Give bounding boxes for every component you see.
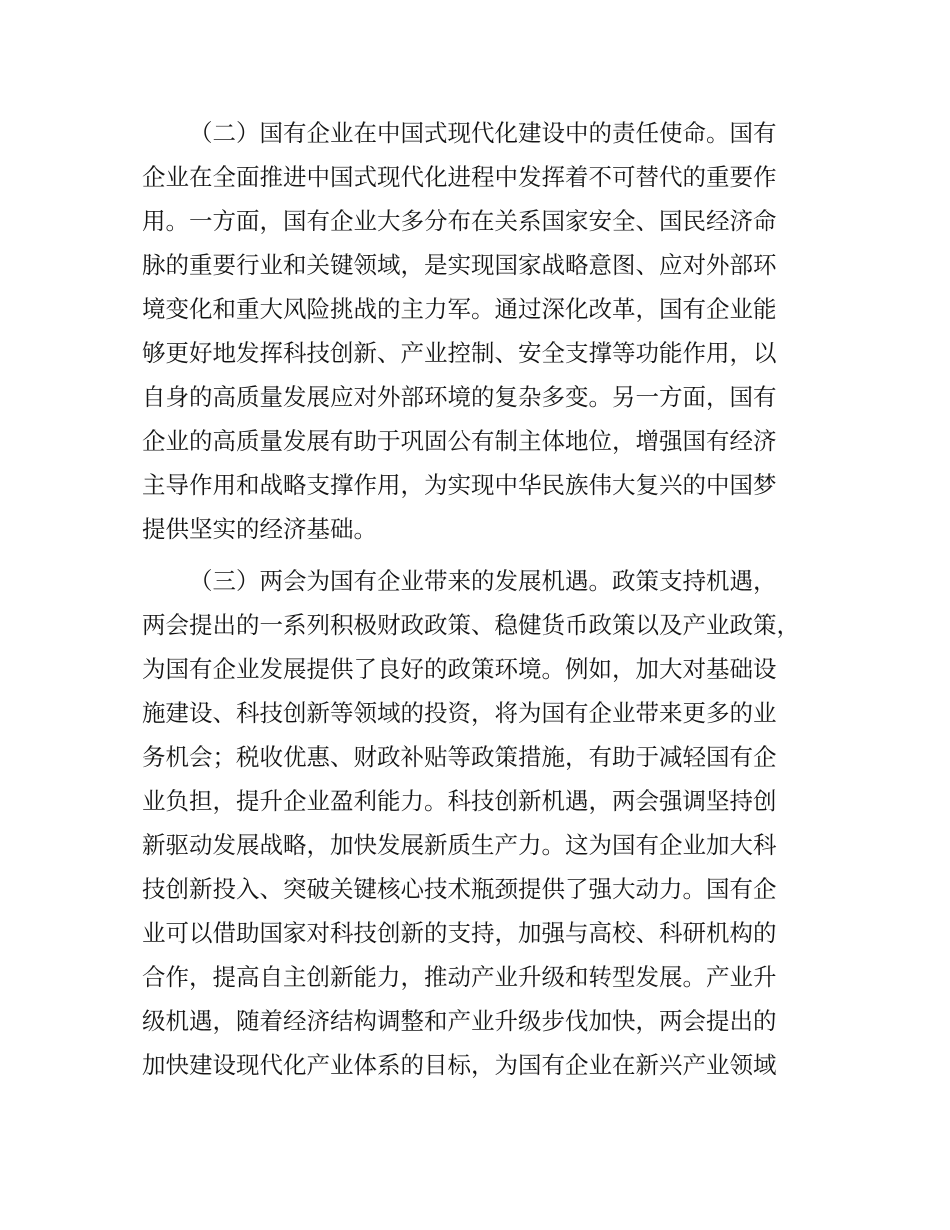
- text-line: 脉的重要行业和关键领域，是实现国家战略意图、应对外部环: [142, 251, 777, 279]
- text-line: （三）两会为国有企业带来的发展机遇。政策支持机遇，: [189, 567, 777, 595]
- text-line: 境变化和重大风险挑战的主力军。通过深化改革，国有企业能: [142, 295, 777, 323]
- text-line: 够更好地发挥科技创新、产业控制、安全支撑等功能作用，以: [142, 339, 777, 367]
- text-line: （二）国有企业在中国式现代化建设中的责任使命。国有: [189, 119, 777, 147]
- text-line: 业可以借助国家对科技创新的支持，加强与高校、科研机构的: [142, 919, 777, 947]
- text-line: 提供坚实的经济基础。: [142, 515, 377, 543]
- text-line: 企业在全面推进中国式现代化进程中发挥着不可替代的重要作: [142, 163, 777, 191]
- text-line: 业负担，提升企业盈利能力。科技创新机遇，两会强调坚持创: [142, 787, 777, 815]
- text-line: 合作，提高自主创新能力，推动产业升级和转型发展。产业升: [142, 963, 777, 991]
- text-line: 自身的高质量发展应对外部环境的复杂多变。另一方面，国有: [142, 383, 777, 411]
- text-line: 施建设、科技创新等领域的投资，将为国有企业带来更多的业: [142, 699, 777, 727]
- text-line: 加快建设现代化产业体系的目标，为国有企业在新兴产业领域: [142, 1051, 777, 1079]
- text-line: 级机遇，随着经济结构调整和产业升级步伐加快，两会提出的: [142, 1007, 777, 1035]
- text-line: 为国有企业发展提供了良好的政策环境。例如，加大对基础设: [142, 655, 777, 683]
- text-line: 用。一方面，国有企业大多分布在关系国家安全、国民经济命: [142, 207, 777, 235]
- text-line: 务机会；税收优惠、财政补贴等政策措施，有助于减轻国有企: [142, 743, 777, 771]
- text-line: 主导作用和战略支撑作用，为实现中华民族伟大复兴的中国梦: [142, 471, 777, 499]
- text-line: 技创新投入、突破关键核心技术瓶颈提供了强大动力。国有企: [142, 875, 777, 903]
- text-line: 两会提出的一系列积极财政政策、稳健货币政策以及产业政策，: [142, 611, 800, 639]
- text-line: 新驱动发展战略，加快发展新质生产力。这为国有企业加大科: [142, 831, 777, 859]
- text-line: 企业的高质量发展有助于巩固公有制主体地位，增强国有经济: [142, 427, 777, 455]
